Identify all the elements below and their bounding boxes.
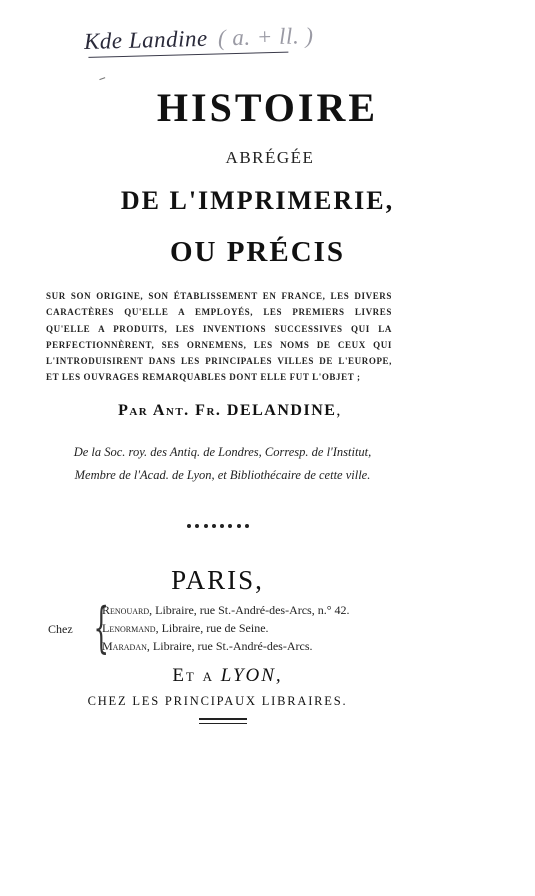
publisher-address: , Libraire, rue St.-André-des-Arcs, n.° 42. bbox=[149, 603, 350, 617]
imprint-booksellers: CHEZ LES PRINCIPAUX LIBRAIRES. bbox=[87, 694, 348, 708]
author-prefix: Par Ant. Fr. bbox=[118, 402, 222, 419]
title-subtitle: ABRÉGÉE bbox=[225, 148, 315, 167]
handwritten-note: ( a. + ll. ) bbox=[217, 22, 314, 51]
author-name: DELANDINE bbox=[226, 402, 337, 419]
author-line bbox=[0, 402, 460, 420]
imprint-city: PARIS, bbox=[171, 565, 264, 595]
handwritten-annotation bbox=[84, 23, 314, 55]
also-prefix: Et a bbox=[172, 665, 215, 686]
publisher-entry bbox=[102, 639, 313, 654]
publisher-entry bbox=[102, 603, 350, 618]
publisher-entry bbox=[102, 621, 269, 636]
brace-icon: { bbox=[93, 596, 109, 659]
publisher-name: Renouard bbox=[102, 603, 150, 617]
publishers-block bbox=[48, 596, 468, 659]
handwritten-name: Kde Landine bbox=[83, 25, 209, 55]
publisher-name: Lenormand bbox=[102, 621, 156, 635]
ink-mark bbox=[99, 77, 106, 84]
also-city: LYON, bbox=[220, 665, 283, 686]
title-precis: OU PRÉCIS bbox=[169, 236, 346, 268]
imprint-also bbox=[0, 665, 455, 687]
ornament-divider bbox=[187, 522, 249, 530]
affiliation-line-2: Membre de l'Acad. de Lyon, et Bibliothécaire de cette ville. bbox=[74, 468, 371, 482]
publisher-address: , Libraire, rue St.-André-des-Arcs. bbox=[146, 639, 313, 653]
title-imprimerie: DE L'IMPRIMERIE, bbox=[120, 186, 395, 215]
title-description: SUR SON ORIGINE, SON ÉTABLISSEMENT EN FRANCE, LES DIVERS CARACTÈRES QU'ELLE A EMPLOYÉS, LES PREMIERS LIVRES QU'ELLE A PRODUITS, LES INVENTIONS SUCCESSIVES QUI LA PERFECTIONNÈRENT, SES ORNEMENS, LES NOMS DE CEUX QUI L'INTRODUISIRENT DANS LES PRINCIPALES VILLES DE L'EUROPE, ET LES OUVRAGES REMARQUABLES DONT ELLE FUT L'OBJET ; bbox=[46, 291, 392, 383]
affiliation-line-1: De la Soc. roy. des Antiq. de Londres, Corresp. de l'Institut, bbox=[73, 445, 372, 459]
author-suffix: , bbox=[336, 402, 342, 419]
publisher-name: Maradan bbox=[102, 639, 147, 653]
publisher-address: , Libraire, rue de Seine. bbox=[155, 621, 269, 635]
double-rule bbox=[199, 718, 247, 724]
title-main: HISTOIRE bbox=[156, 85, 379, 130]
publishers-chez: Chez bbox=[48, 622, 73, 636]
author-affiliation bbox=[0, 441, 445, 487]
